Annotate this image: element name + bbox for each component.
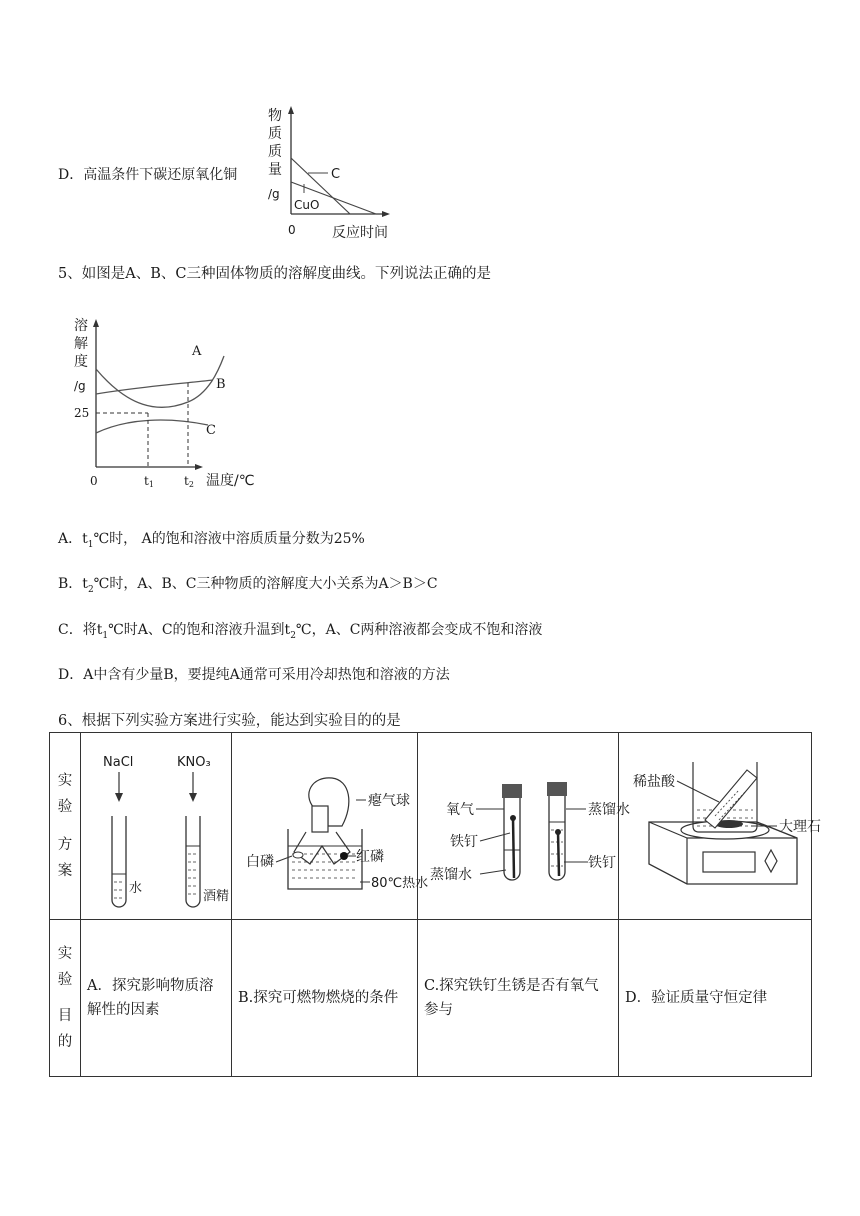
test-tube-1 xyxy=(504,798,520,880)
q4-yunit: /g xyxy=(268,187,280,201)
scheme-c-diagram xyxy=(418,734,630,919)
purpose-d: D．验证质量守恒定律 xyxy=(619,920,812,1077)
q5-ylabel-2: 解 xyxy=(74,336,88,352)
y-tube xyxy=(294,832,350,864)
label-red-p: 红磷 xyxy=(356,848,384,865)
arrow-down-icon xyxy=(115,793,123,802)
q4-mass-time-graph xyxy=(258,100,398,245)
label-distilled-water-1: 蒸馏水 xyxy=(430,866,472,883)
q6-experiment-table xyxy=(49,732,821,1077)
q5-ylabel-1: 溶 xyxy=(74,318,88,334)
purpose-c: C.探究铁钉生锈是否有氧气参与 xyxy=(418,920,619,1077)
arrow-down-icon xyxy=(189,793,197,802)
q4-label-cuo: CuO xyxy=(294,198,320,212)
test-tube-water xyxy=(112,816,126,907)
q5-option-b: B．$t_2℃$时，A、B、C三种物质的溶解度大小关系为A＞B＞C xyxy=(58,576,438,595)
q5-xlabel: 温度/℃ xyxy=(206,473,255,489)
label-nail-2: 铁钉 xyxy=(588,854,616,871)
white-phosphorus xyxy=(293,852,303,858)
label-nail-1: 铁钉 xyxy=(450,833,478,850)
iron-nail-1 xyxy=(513,818,514,878)
q5-yunit: /g xyxy=(74,379,86,393)
tube-neck xyxy=(312,806,328,832)
q5-y-arrow xyxy=(93,319,99,327)
label-nacl: NaCl xyxy=(103,754,134,770)
scheme-a-diagram xyxy=(81,734,231,919)
stopper-2 xyxy=(547,782,567,796)
iron-nail-2 xyxy=(558,832,559,876)
q4-xlabel: 反应时间 xyxy=(332,225,388,241)
q5-x-arrow xyxy=(195,464,203,470)
q4-ylabel-4: 量 xyxy=(268,162,282,178)
label-oxygen: 氧气 xyxy=(446,801,474,818)
q4-label-c: C xyxy=(331,167,341,182)
row-header-purpose: 实 验 目 的 xyxy=(50,920,81,1077)
q5-xtick-t2: t2 xyxy=(184,474,194,489)
q5-option-c: C．将$t_1℃$时A、C的饱和溶液升温到$t_2℃$，A、C两种溶液都会变成不饱和溶液 xyxy=(58,622,543,641)
q5-label-b: B xyxy=(216,377,226,392)
label-alcohol: 酒精 xyxy=(203,888,230,904)
scheme-b-diagram xyxy=(232,734,429,919)
q4-ylabel-3: 质 xyxy=(268,144,282,160)
label-distilled-water-2: 蒸馏水 xyxy=(588,801,630,818)
q5-ytick-25: 25 xyxy=(74,406,90,420)
q5-option-a: A．$t_1℃$时， A的饱和溶液中溶质质量分数为25% xyxy=(58,531,365,550)
purpose-b: B.探究可燃物燃烧的条件 xyxy=(232,920,418,1077)
red-phosphorus xyxy=(340,852,348,860)
q4-ylabel-2: 质 xyxy=(268,126,282,142)
scheme-b-cell xyxy=(232,733,429,920)
q5-curve-c xyxy=(96,420,208,433)
test-tube-alcohol xyxy=(186,816,200,907)
label-dilute-hcl: 稀盐酸 xyxy=(633,773,675,790)
purpose-a: A．探究影响物质溶解性的因素 xyxy=(81,920,232,1077)
q5-ylabel-3: 度 xyxy=(74,354,88,370)
label-water: 水 xyxy=(129,880,143,896)
q6-stem: 6、根据下列实验方案进行实验，能达到实验目的的是 xyxy=(58,713,401,729)
label-kno3: KNO₃ xyxy=(177,754,211,770)
stopper-1 xyxy=(502,784,522,798)
scheme-a-cell xyxy=(81,733,232,920)
q5-solubility-graph xyxy=(68,312,268,492)
q5-origin: 0 xyxy=(90,474,98,488)
row-header-scheme: 实 验 方 案 xyxy=(50,733,81,920)
scheme-d-diagram xyxy=(619,734,821,919)
q5-label-c: C xyxy=(206,423,216,438)
label-white-p: 白磷 xyxy=(246,853,274,870)
balance-display xyxy=(703,852,755,872)
q4-y-arrow xyxy=(288,106,294,114)
label-marble: 大理石 xyxy=(779,818,821,835)
q5-option-d: D．A中含有少量B，要提纯A通常可采用冷却热饱和溶液的方法 xyxy=(58,667,450,683)
q4-origin: 0 xyxy=(288,223,296,237)
label-balloon: 瘪气球 xyxy=(368,792,410,809)
q5-xtick-t1: t1 xyxy=(144,474,154,489)
q5-stem: 5、如图是A、B、C三种固体物质的溶解度曲线。下列说法正确的是 xyxy=(58,266,491,282)
scheme-d-cell xyxy=(619,733,821,920)
q5-label-a: A xyxy=(192,344,202,359)
label-hot-water: 80℃热水 xyxy=(371,875,429,891)
beaker xyxy=(288,829,362,889)
q4-ylabel-1: 物 xyxy=(268,108,282,124)
q5-curve-a xyxy=(96,356,224,407)
q4-x-arrow xyxy=(382,211,390,217)
scheme-c-cell xyxy=(418,733,630,920)
q4-option-d: D．高温条件下碳还原氧化铜 xyxy=(58,167,238,183)
